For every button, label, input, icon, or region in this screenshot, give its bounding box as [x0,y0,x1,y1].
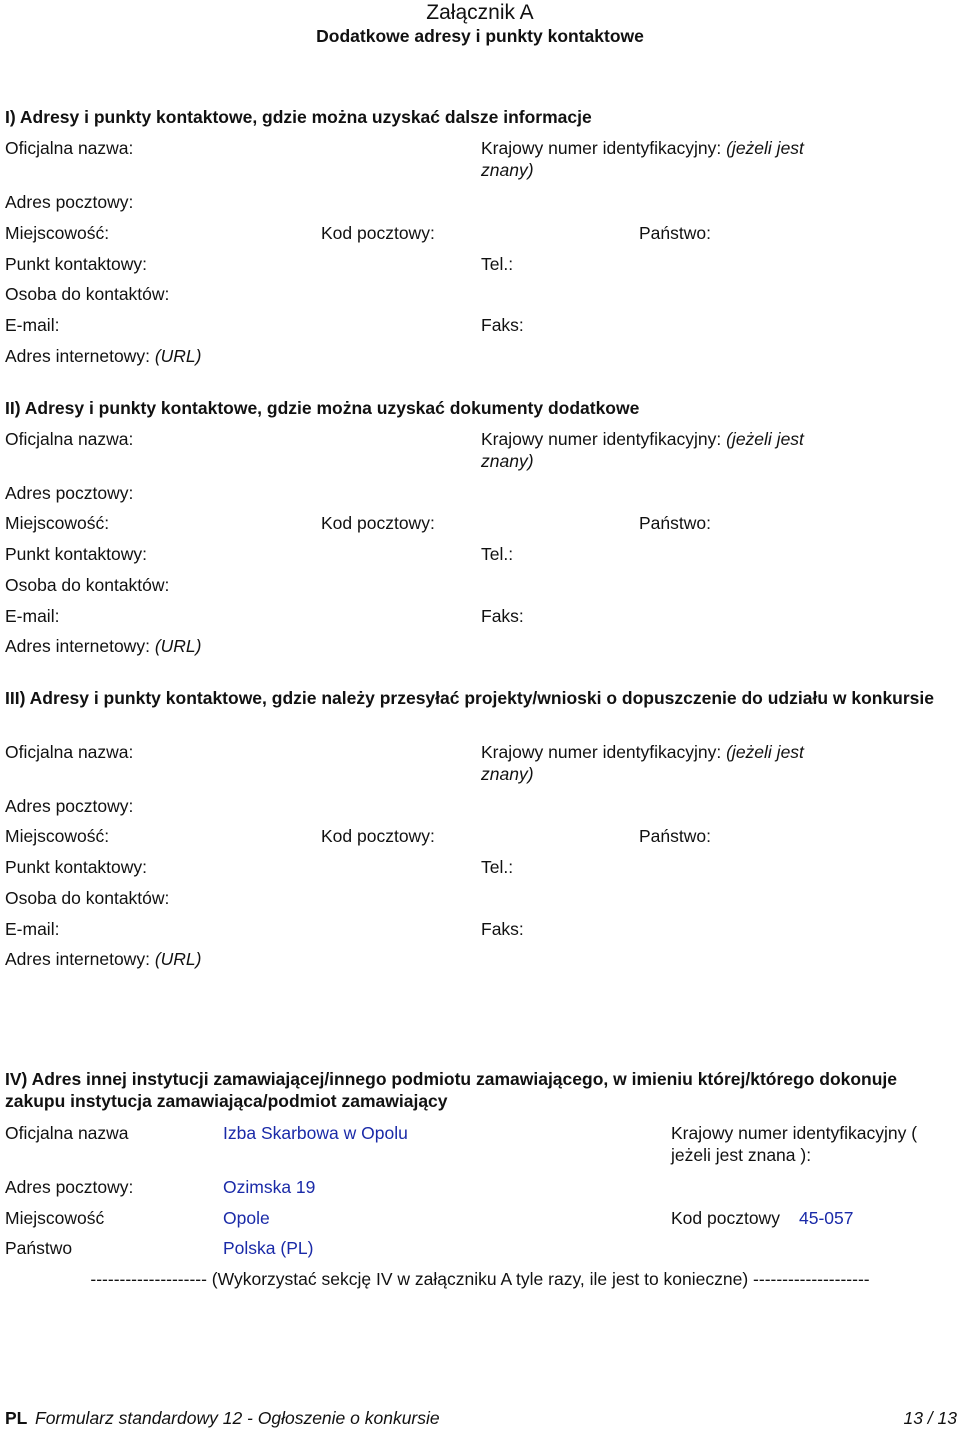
adres-pocztowy-label: Adres pocztowy: [5,1177,134,1197]
email-label: E-mail: [5,919,60,939]
adres-pocztowy-value: Ozimska 19 [223,1177,316,1197]
krajowy-numer-label: Krajowy numer identyfikacyjny ( jeżeli jest znana ): [671,1123,918,1165]
footer-form-name: Formularz standardowy 12 - Ogłoszenie o konkursie [35,1408,440,1428]
panstwo-label: Państwo [5,1238,73,1258]
osoba-label: Osoba do kontaktów: [5,888,170,908]
section-instruction: -------------------- (Wykorzystać sekcję IV w załączniku A tyle razy, ile jest to konieczne) -------------------- [90,1269,870,1289]
kod-pocztowy-label: Kod pocztowy: [321,826,435,846]
faks-label: Faks: [481,919,524,939]
punkt-kontaktowy-label: Punkt kontaktowy: [5,544,148,564]
oficjalna-nazwa-label: Oficjalna nazwa: [5,742,134,762]
footer-language: PL [5,1408,28,1428]
tel-label: Tel.: [481,857,514,877]
document-title: Załącznik A [426,1,534,24]
section-heading: I) Adresy i punkty kontaktowe, gdzie można uzyskać dalsze informacje [5,107,592,127]
osoba-label: Osoba do kontaktów: [5,284,170,304]
miejscowosc-label: Miejscowość: [5,826,110,846]
miejscowosc-label: Miejscowość [5,1208,105,1228]
panstwo-label: Państwo: [639,513,711,533]
panstwo-label: Państwo: [639,826,711,846]
punkt-kontaktowy-label: Punkt kontaktowy: [5,857,148,877]
adres-pocztowy-label: Adres pocztowy: [5,483,134,503]
punkt-kontaktowy-label: Punkt kontaktowy: [5,254,148,274]
miejscowosc-label: Miejscowość: [5,223,110,243]
osoba-label: Osoba do kontaktów: [5,575,170,595]
email-label: E-mail: [5,315,60,335]
panstwo-value: Polska (PL) [223,1238,314,1258]
kod-pocztowy-label: Kod pocztowy: [321,223,435,243]
adres-internetowy-label: Adres internetowy: (URL) [5,636,202,656]
adres-pocztowy-label: Adres pocztowy: [5,796,134,816]
email-label: E-mail: [5,606,60,626]
oficjalna-nazwa-label: Oficjalna nazwa: [5,138,134,158]
kod-pocztowy-value: 45-057 [799,1208,854,1228]
tel-label: Tel.: [481,254,514,274]
adres-pocztowy-label: Adres pocztowy: [5,192,134,212]
krajowy-numer-label: Krajowy numer identyfikacyjny: (jeżeli jest znany) [481,138,804,180]
oficjalna-nazwa-label: Oficjalna nazwa [5,1123,129,1143]
faks-label: Faks: [481,315,524,335]
oficjalna-nazwa-value: Izba Skarbowa w Opolu [223,1123,408,1143]
section-heading: III) Adresy i punkty kontaktowe, gdzie należy przesyłać projekty/wnioski o dopuszczenie do udziału w konkursie [5,688,935,708]
panstwo-label: Państwo: [639,223,711,243]
tel-label: Tel.: [481,544,514,564]
section-heading: IV) Adres innej instytucji zamawiającej/innego podmiotu zamawiającego, w imieniu której/którego dokonuje zakupu instytucja zamawiająca/podmiot zamawiający [5,1069,898,1111]
miejscowosc-value: Opole [223,1208,270,1228]
footer-page-number: 13 / 13 [903,1408,957,1428]
adres-internetowy-label: Adres internetowy: (URL) [5,346,202,366]
adres-internetowy-label: Adres internetowy: (URL) [5,949,202,969]
krajowy-numer-label: Krajowy numer identyfikacyjny: (jeżeli jest znany) [481,429,804,471]
oficjalna-nazwa-label: Oficjalna nazwa: [5,429,134,449]
faks-label: Faks: [481,606,524,626]
miejscowosc-label: Miejscowość: [5,513,110,533]
kod-pocztowy-label: Kod pocztowy [671,1208,780,1228]
section-heading: II) Adresy i punkty kontaktowe, gdzie można uzyskać dokumenty dodatkowe [5,398,640,418]
document-subtitle: Dodatkowe adresy i punkty kontaktowe [316,26,644,46]
kod-pocztowy-label: Kod pocztowy: [321,513,435,533]
krajowy-numer-label: Krajowy numer identyfikacyjny: (jeżeli jest znany) [481,742,804,784]
